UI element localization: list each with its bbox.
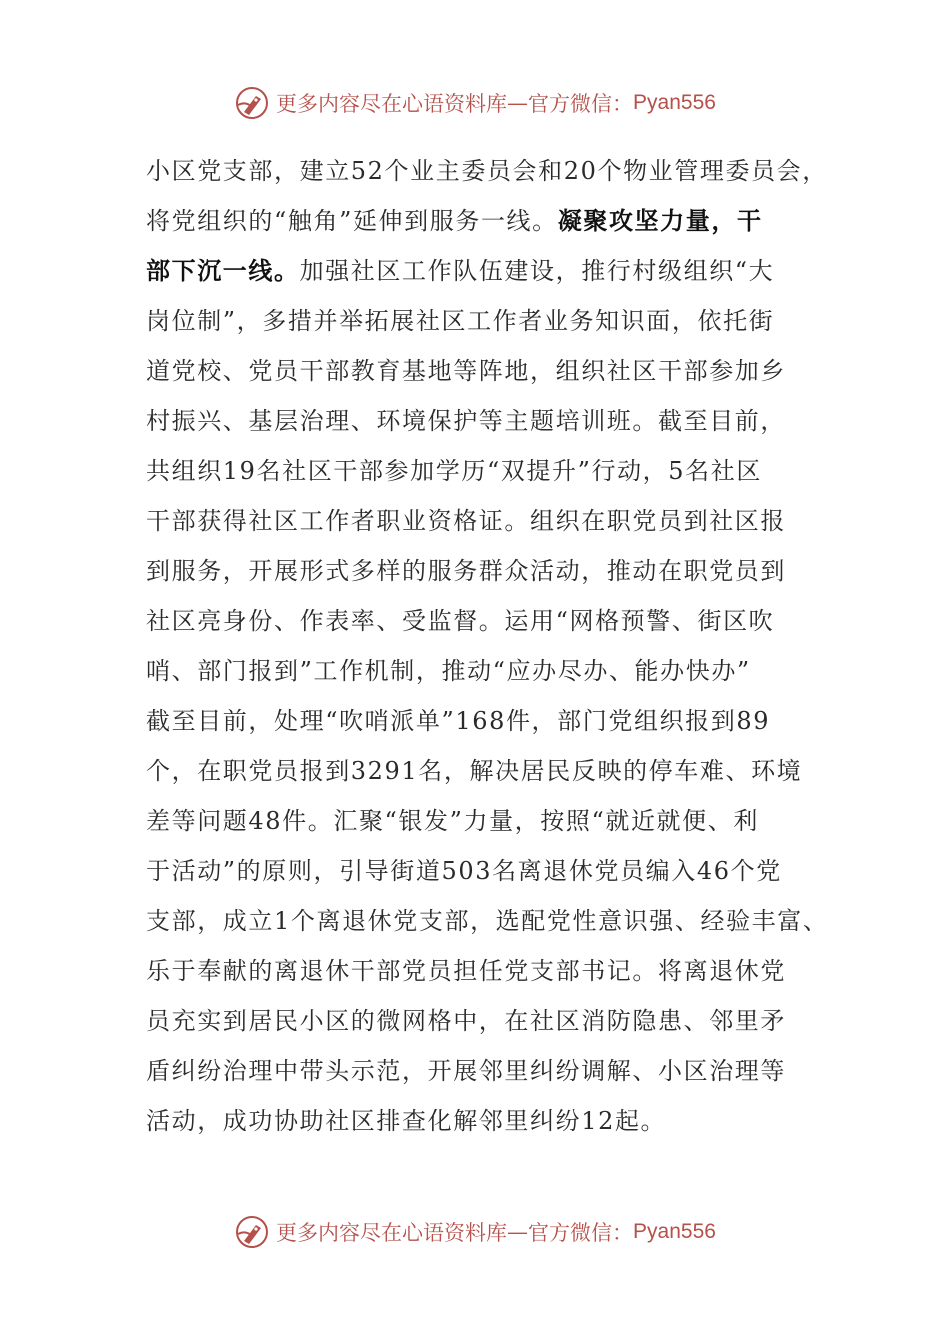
text-line xyxy=(146,1046,836,1096)
text-line xyxy=(146,346,836,396)
text-line xyxy=(146,896,836,946)
header-brand-text: 更多内容尽在心语资料库 xyxy=(276,92,508,116)
text-segment: 加强社区工作队伍建设，推行村级组织“大 xyxy=(299,257,775,285)
text-line xyxy=(146,696,836,746)
text-segment: 社区亮身份、作表率、受监督。运用“网格预警、街区吹 xyxy=(146,607,775,635)
text-segment: 道党校、党员干部教育基地等阵地，组织社区干部参加乡 xyxy=(146,357,786,385)
text-segment: 乐于奉献的离退休干部党员担任党支部书记。将离退休党 xyxy=(146,957,786,985)
header-wechat-label: 官方微信： xyxy=(528,92,634,116)
text-segment: 个，在职党员报到3291名，解决居民反映的停车难、环境 xyxy=(146,757,803,785)
text-segment: 盾纠纷治理中带头示范，开展邻里纠纷调解、小区治理等 xyxy=(146,1057,786,1085)
footer-banner xyxy=(0,1212,950,1252)
text-segment: 员充实到居民小区的微网格中，在社区消防隐患、邻里矛 xyxy=(146,1007,786,1035)
text-segment: 到服务，开展形式多样的服务群众活动，推动在职党员到 xyxy=(146,557,786,585)
text-segment: 小区党支部，建立52个业主委员会和20个物业管理委员会， xyxy=(146,157,828,185)
text-line xyxy=(146,296,836,346)
text-line xyxy=(146,796,836,846)
text-line xyxy=(146,246,836,296)
text-segment: 活动，成功协助社区排查化解邻里纠纷12起。 xyxy=(146,1107,667,1135)
text-line xyxy=(146,196,836,246)
header-wechat-id: Pyan556 xyxy=(633,91,716,114)
text-line xyxy=(146,846,836,896)
header-dash: — xyxy=(507,91,529,115)
text-segment: 岗位制”，多措并举拓展社区工作者业务知识面，依托街 xyxy=(146,307,775,335)
pen-nib-circle-icon xyxy=(234,1214,270,1250)
text-line xyxy=(146,396,836,446)
footer-dash: — xyxy=(507,1220,529,1244)
footer-brand-text: 更多内容尽在心语资料库 xyxy=(276,1221,508,1245)
text-segment: 差等问题48件。汇聚“银发”力量，按照“就近就便、利 xyxy=(146,807,759,835)
footer-wechat-label: 官方微信： xyxy=(528,1221,634,1245)
text-segment: 于活动”的原则，引导街道503名离退休党员编入46个党 xyxy=(146,857,782,885)
text-segment: 哨、部门报到”工作机制，推动“应办尽办、能办快办” xyxy=(146,657,751,685)
text-line xyxy=(146,946,836,996)
text-line xyxy=(146,1096,836,1146)
text-segment: 将党组织的“触角”延伸到服务一线。 xyxy=(146,207,558,235)
text-line xyxy=(146,746,836,796)
text-line xyxy=(146,596,836,646)
text-line xyxy=(146,646,836,696)
text-segment: 共组织19名社区干部参加学历“双提升”行动，5名社区 xyxy=(146,457,762,485)
text-line xyxy=(146,496,836,546)
document-body xyxy=(146,146,836,1146)
text-line xyxy=(146,446,836,496)
text-segment: 支部，成立1个离退休党支部，选配党性意识强、经验丰富、 xyxy=(146,907,829,935)
text-segment: 干部获得社区工作者职业资格证。组织在职党员到社区报 xyxy=(146,507,786,535)
text-segment: 村振兴、基层治理、环境保护等主题培训班。截至目前， xyxy=(146,407,786,435)
pen-nib-circle-icon xyxy=(234,85,270,121)
header-banner xyxy=(0,83,950,123)
text-line xyxy=(146,546,836,596)
bold-text-segment: 部下沉一线。 xyxy=(146,257,300,285)
text-line xyxy=(146,146,836,196)
text-line xyxy=(146,996,836,1046)
footer-wechat-id: Pyan556 xyxy=(633,1220,716,1243)
text-segment: 截至目前，处理“吹哨派单”168件，部门党组织报到89 xyxy=(146,707,771,735)
bold-text-segment: 凝聚攻坚力量，干 xyxy=(557,207,763,235)
